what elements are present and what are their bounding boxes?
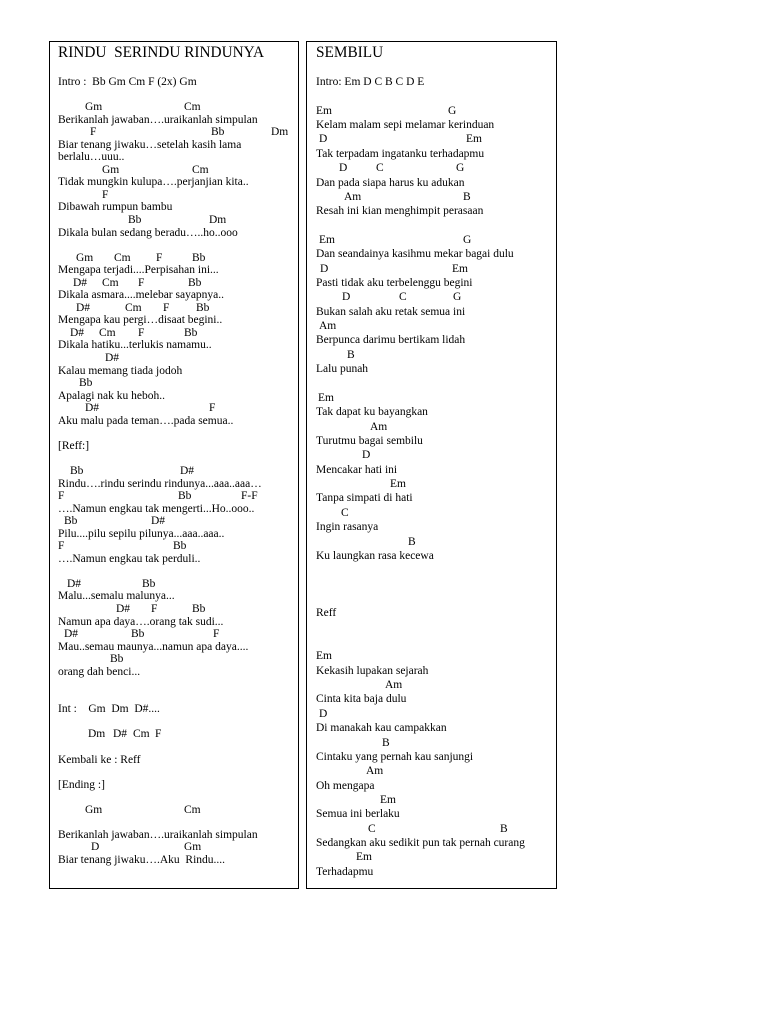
chord: Gm <box>76 251 94 264</box>
chord-line <box>316 262 552 276</box>
lyric-line: Tidak mungkin kulupa….perjanjian kita.. <box>58 176 249 189</box>
chord: Gm <box>102 163 120 176</box>
chord-line <box>316 190 552 204</box>
chord: Em <box>452 262 468 275</box>
chord-line <box>58 164 294 177</box>
chord: Em <box>466 133 482 146</box>
right-song-body <box>316 75 552 879</box>
spacer <box>58 239 294 252</box>
chord: D <box>362 449 371 462</box>
spacer <box>316 621 552 635</box>
instruction-line: Kembali ke : Reff <box>58 753 141 766</box>
lyric-line: Di manakah kau campakkan <box>316 722 447 735</box>
lyric-line: Apalagi nak ku heboh.. <box>58 389 165 402</box>
lyric-line: Tanpa simpati di hati <box>316 492 413 505</box>
chord: Cm <box>99 326 116 339</box>
chord: B <box>347 348 355 361</box>
chord: Dm <box>271 126 289 139</box>
chord: Bb <box>192 602 206 615</box>
lyric-line: Kalau memang tiada jodoh <box>58 364 183 377</box>
chord: D <box>319 707 328 720</box>
spacer <box>316 563 552 577</box>
lyric-line: Tak dapat ku bayangkan <box>316 406 428 419</box>
lyric-line: Dikala hatiku...terlukis namamu.. <box>58 339 212 352</box>
chord-line <box>316 104 552 118</box>
chord-line <box>58 540 294 553</box>
spacer <box>58 766 294 779</box>
lyric-line: Mau..semau maunya...namun apa daya.... <box>58 640 249 653</box>
chord: Dm <box>88 728 106 741</box>
lyric-line: Mengapa kau pergi…disaat begini.. <box>58 314 223 327</box>
chord: F <box>58 540 65 553</box>
intro-line: Intro : Bb Gm Cm F (2x) Gm <box>58 76 197 88</box>
chord: D# <box>70 326 85 339</box>
spacer <box>58 678 294 691</box>
lyric-line: Berpunca darimu bertikam lidah <box>316 334 466 347</box>
spacer <box>316 592 552 606</box>
lyric-line: Berikanlah jawaban….uraikanlah simpulan <box>58 113 258 126</box>
chord-line <box>316 420 552 434</box>
spacer <box>316 377 552 391</box>
spacer <box>58 716 294 729</box>
chord: Gm <box>85 101 103 114</box>
chord: C <box>368 822 376 835</box>
chord: B <box>382 736 390 749</box>
chord: Em <box>316 104 332 117</box>
spacer <box>58 791 294 804</box>
chord: D# <box>64 628 79 641</box>
chord-line <box>316 764 552 778</box>
chord: Bb <box>192 251 206 264</box>
chord: D <box>339 162 348 175</box>
chord: F <box>213 628 220 641</box>
chord: Em <box>318 391 334 404</box>
chord-line <box>58 402 294 415</box>
lyric-line: Pilu....pilu sepilu pilunya...aaa..aaa.. <box>58 527 225 540</box>
section-label: [Ending :] <box>58 778 105 791</box>
lyric-line: Kelam malam sepi melamar kerinduan <box>316 119 495 132</box>
chord: Bb <box>188 276 202 289</box>
chord: D# <box>113 728 128 741</box>
chord: F <box>90 126 97 139</box>
chord: D# <box>151 515 166 528</box>
chord-line <box>58 578 294 591</box>
chord-line <box>316 477 552 491</box>
chord-line <box>316 707 552 721</box>
intro-line: Intro: Em D C B C D E <box>316 76 425 88</box>
chord-line <box>316 319 552 333</box>
chord: Bb <box>173 540 187 553</box>
chord: D <box>91 841 100 854</box>
lyric-line: ….Namun engkau tak perduli.. <box>58 552 201 565</box>
lyric-line: Biar tenang jiwaku….Aku Rindu.... <box>58 853 226 866</box>
chord-line <box>58 327 294 340</box>
chord: Cm <box>114 251 131 264</box>
song-title-right: SEMBILU <box>316 44 384 61</box>
chord: Bb <box>64 515 78 528</box>
lyric-line: Namun apa daya….orang tak sudi... <box>58 615 224 628</box>
lyric-line: Rindu….rindu serindu rindunya...aaa..aaa… <box>58 477 262 490</box>
lyric-line: Tak terpadam ingatanku terhadapmu <box>316 147 485 160</box>
chord-line <box>58 377 294 390</box>
spacer <box>58 816 294 829</box>
spacer <box>58 741 294 754</box>
chord-line <box>58 252 294 265</box>
chord-line <box>316 678 552 692</box>
chord-line <box>316 649 552 663</box>
chord: C <box>341 506 349 519</box>
chord: Gm <box>184 841 202 854</box>
chord: C <box>399 291 407 304</box>
chord: Bb <box>128 214 142 227</box>
chord: Em <box>319 233 335 246</box>
spacer <box>316 635 552 649</box>
spacer <box>316 89 552 103</box>
lyric-line: Oh mengapa <box>316 779 375 792</box>
chord-line <box>58 302 294 315</box>
lyric-line: Terhadapmu <box>316 865 374 878</box>
chord: D# <box>116 602 131 615</box>
chord-line <box>58 804 294 817</box>
chord: Am <box>344 190 362 203</box>
lyric-line: berlalu…uuu.. <box>58 151 125 164</box>
lyric-line: Mencakar hati ini <box>316 463 398 476</box>
chord: Am <box>370 420 388 433</box>
song-title-left: RINDU SERINDU RINDUNYA <box>58 44 265 61</box>
chord-line <box>58 728 294 741</box>
chord: Cm <box>125 301 142 314</box>
chord-line <box>316 736 552 750</box>
chord: Bb <box>211 126 225 139</box>
chord-line <box>316 506 552 520</box>
chord: Am <box>366 765 384 778</box>
lyric-line: ….Namun engkau tak mengerti...Ho..ooo.. <box>58 502 255 515</box>
lyric-line: Resah ini kian menghimpit perasaan <box>316 205 484 218</box>
section-label: [Reff:] <box>58 439 90 452</box>
chord: Gm <box>85 803 103 816</box>
chord: D <box>319 133 328 146</box>
lyric-line: Semua ini berlaku <box>316 808 400 821</box>
lyric-line: Dibawah rumpun bambu <box>58 201 173 214</box>
chord-line <box>316 233 552 247</box>
chord: F <box>58 490 65 503</box>
chord-line <box>316 161 552 175</box>
lyric-line: Pasti tidak aku terbelenggu begini <box>316 277 473 290</box>
chord: Em <box>316 650 332 663</box>
chord-line <box>58 653 294 666</box>
chord: Bb <box>184 326 198 339</box>
chord: Cm <box>192 163 209 176</box>
chord: G <box>456 162 465 175</box>
spacer <box>58 427 294 440</box>
chord: F <box>138 276 145 289</box>
lyric-line: Ku laungkan rasa kecewa <box>316 549 434 562</box>
chord: F <box>138 326 145 339</box>
chord-line <box>316 793 552 807</box>
lyric-line: Berikanlah jawaban….uraikanlah simpulan <box>58 828 258 841</box>
lyric-line: Kekasih lupakan sejarah <box>316 664 429 677</box>
chord: D <box>342 291 351 304</box>
chord: Bb <box>178 490 192 503</box>
chord-line <box>58 465 294 478</box>
chord: B <box>408 535 416 548</box>
chord-line <box>58 101 294 114</box>
chord-line <box>58 277 294 290</box>
chord-line <box>58 189 294 202</box>
lyric-line: orang dah benci... <box>58 665 141 678</box>
chord: D# <box>105 352 120 365</box>
chord: D# <box>76 301 91 314</box>
chord: Em <box>380 793 396 806</box>
chord: Cm <box>184 803 201 816</box>
lyric-line: Turutmu bagai sembilu <box>316 434 423 447</box>
lyric-line: Malu...semalu malunya... <box>58 590 175 603</box>
chord-line <box>58 628 294 641</box>
chord-line <box>316 132 552 146</box>
chord: D# <box>67 577 82 590</box>
lyric-line: Dikala asmara....melebar sayapnya.. <box>58 289 225 302</box>
lyric-line: Lalu punah <box>316 363 369 376</box>
spacer <box>58 691 294 704</box>
chord: Cm <box>133 728 150 741</box>
chord: B <box>463 190 471 203</box>
chord-line <box>316 850 552 864</box>
lyric-line: Dan pada siapa harus ku adukan <box>316 176 465 189</box>
chord: Am <box>319 320 337 333</box>
chord: F-F <box>241 490 258 503</box>
chord: Bb <box>110 653 124 666</box>
spacer <box>58 565 294 578</box>
lyric-line: Biar tenang jiwaku…setelah kasih lama <box>58 138 242 151</box>
chord: Cm <box>102 276 119 289</box>
spacer <box>316 578 552 592</box>
chord-line <box>58 126 294 139</box>
chord: Dm <box>209 214 227 227</box>
lyric-line: Cinta kita baja dulu <box>316 693 407 706</box>
chord-line <box>316 448 552 462</box>
chord-line <box>316 535 552 549</box>
chord: C <box>376 162 384 175</box>
chord: G <box>463 233 472 246</box>
chord: Bb <box>79 377 93 390</box>
chord-line <box>58 352 294 365</box>
chord: F <box>156 251 163 264</box>
lyric-line: Bukan salah aku retak semua ini <box>316 305 466 318</box>
chord: G <box>448 104 457 117</box>
chord: B <box>500 822 508 835</box>
chord-line <box>316 822 552 836</box>
chord: Cm <box>184 101 201 114</box>
chord-line <box>58 515 294 528</box>
lyric-line: Sedangkan aku sedikit pun tak pernah curang <box>316 837 525 850</box>
chord: Bb <box>131 628 145 641</box>
chord-line <box>58 214 294 227</box>
chord-line <box>316 290 552 304</box>
chord: F <box>102 188 109 201</box>
chord: Bb <box>196 301 210 314</box>
chord: G <box>453 291 462 304</box>
chord: Bb <box>70 464 84 477</box>
spacer <box>58 89 294 102</box>
lyric-line: Aku malu pada teman….pada semua.. <box>58 414 234 427</box>
chord: Bb <box>142 577 156 590</box>
chord: Am <box>385 679 403 692</box>
chord-line <box>58 841 294 854</box>
chord-line <box>316 391 552 405</box>
lyric-line: Mengapa terjadi....Perpisahan ini... <box>58 264 219 277</box>
chord: Em <box>356 851 372 864</box>
chord: D# <box>73 276 88 289</box>
chord-line <box>58 490 294 503</box>
chord: F <box>209 402 216 415</box>
chord: F <box>163 301 170 314</box>
chord: F <box>155 728 162 741</box>
chord: D <box>320 262 329 275</box>
chord: F <box>151 602 158 615</box>
chord-line <box>316 348 552 362</box>
lyric-line: Cintaku yang pernah kau sanjungi <box>316 750 474 763</box>
chord-line <box>58 603 294 616</box>
lyric-line: Dan seandainya kasihmu mekar bagai dulu <box>316 248 514 261</box>
left-song-body <box>58 76 294 866</box>
section-label: Reff <box>316 607 337 620</box>
chord: D# <box>180 464 195 477</box>
lyric-line: Ingin rasanya <box>316 521 379 534</box>
chord: D# <box>85 402 100 415</box>
lyric-line: Dikala bulan sedang beradu…..ho..ooo <box>58 226 238 239</box>
spacer <box>316 219 552 233</box>
chord: Em <box>390 478 406 491</box>
spacer <box>58 452 294 465</box>
interlude-line: Int : Gm Dm D#.... <box>58 703 160 716</box>
